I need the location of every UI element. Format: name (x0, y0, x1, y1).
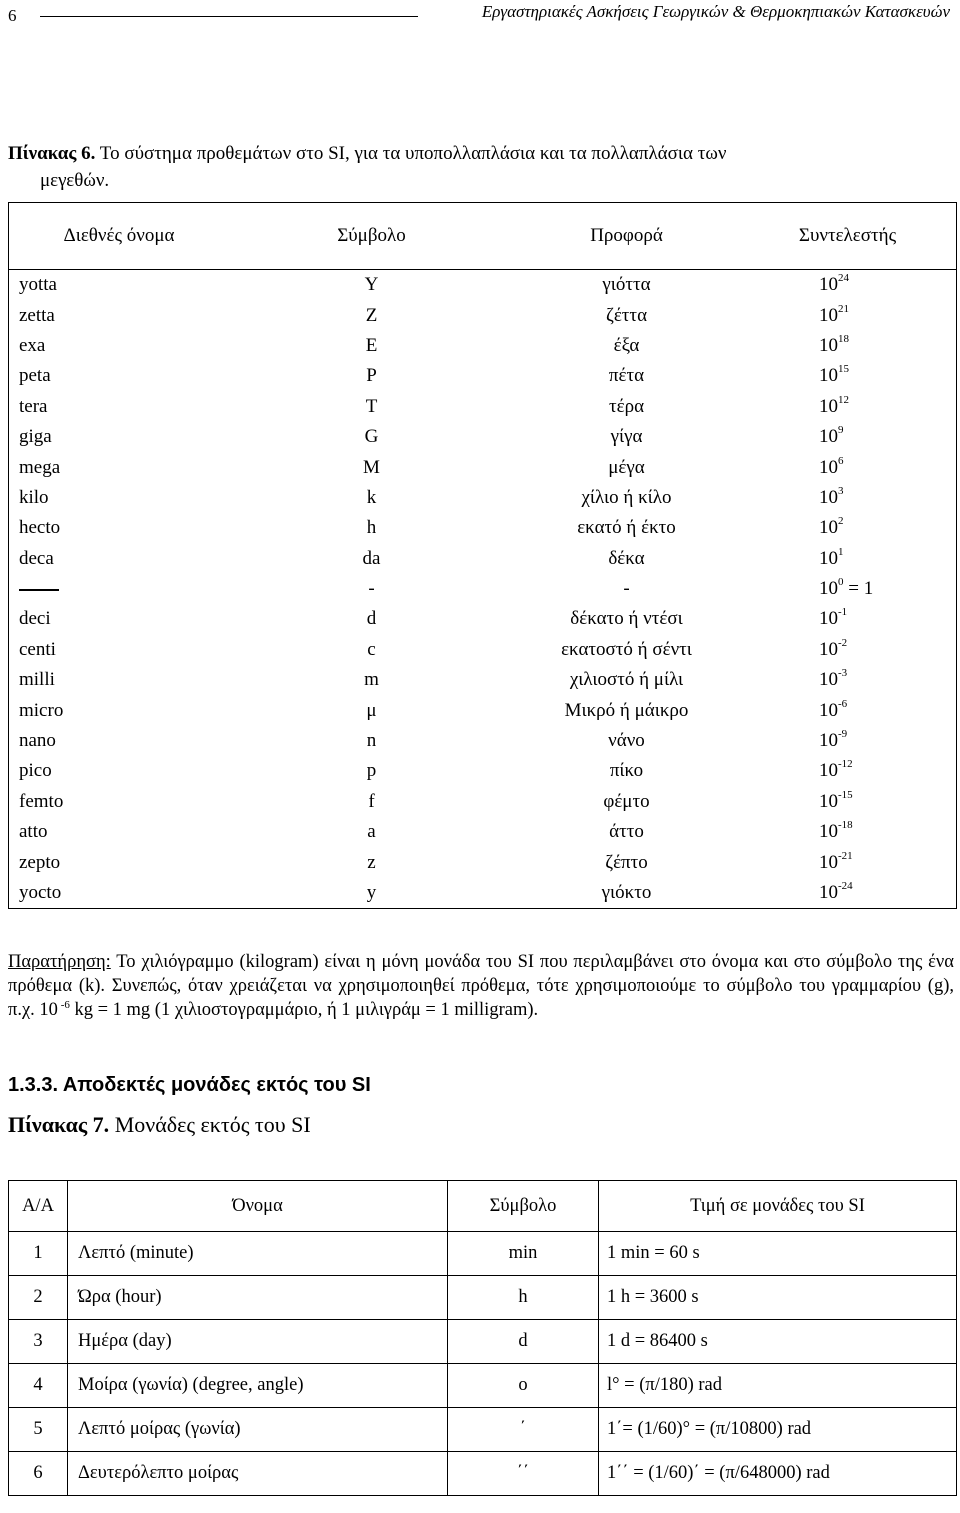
factor-exponent: 18 (838, 332, 849, 345)
prefix-factor (739, 574, 957, 604)
prefix-pronunciation: χιλιοστό ή μίλι (569, 669, 684, 691)
unit-name: Μοίρα (γωνία) (degree, angle) (68, 1364, 448, 1408)
prefix-pronunciation: τέρα (608, 395, 645, 417)
prefix-name: centi (19, 638, 56, 660)
table6-caption-text: Το σύστημα προθεμάτων στο SI, για τα υποπολλαπλάσια και τα πολλαπλάσια των (95, 143, 727, 164)
factor-base: 10 (819, 638, 838, 660)
prefix-factor (739, 756, 957, 786)
table6-caption-continuation: μεγεθών. (40, 170, 110, 191)
prefix-name: pico (19, 760, 52, 782)
unit-index: 6 (9, 1452, 68, 1496)
table-row (9, 1364, 957, 1408)
factor-exponent: 2 (838, 515, 844, 528)
prefix-name: yocto (19, 882, 62, 903)
table-row (9, 1232, 957, 1276)
table-row (9, 331, 957, 361)
table6-caption (8, 140, 938, 194)
prefix-pronunciation: εκατό ή έκτο (577, 517, 676, 539)
prefix-factor (739, 544, 957, 574)
prefix-factor (739, 726, 957, 756)
table-row (9, 695, 957, 725)
factor-base: 10 (819, 608, 838, 630)
factor-base: 10 (819, 821, 838, 843)
si-prefix-table (8, 202, 957, 909)
factor-exponent: -21 (838, 849, 853, 862)
prefix-pronunciation: νάνο (608, 730, 645, 752)
factor-exponent: 9 (838, 424, 844, 437)
prefix-name: femto (19, 790, 64, 812)
prefix-name: deca (19, 547, 54, 569)
prefix-name: zepto (19, 851, 61, 873)
prefix-name (9, 574, 230, 604)
unit-symbol: min (448, 1232, 599, 1276)
table-row (9, 361, 957, 391)
prefix-symbol: a (367, 821, 376, 843)
prefix-factor (739, 361, 957, 391)
unity-dash (19, 589, 59, 591)
prefix-name: tera (19, 395, 48, 417)
prefix-symbol: z (367, 851, 376, 873)
factor-exponent: 21 (838, 302, 849, 315)
prefix-factor (739, 878, 957, 909)
prefix-pronunciation: Μικρό ή μάικρο (564, 699, 689, 721)
prefix-symbol: G (364, 426, 379, 448)
table-row (9, 726, 957, 756)
unit-si-value: 1΄΄ = (1/60)΄ = (π/648000) rad (599, 1452, 957, 1496)
factor-base: 10 (819, 304, 838, 326)
table-row (9, 604, 957, 634)
unit-si-value: l° = (π/180) rad (599, 1364, 957, 1408)
factor-base: 10 (819, 790, 838, 812)
header-symbol: Σύμβολο (229, 203, 514, 270)
prefix-factor (739, 817, 957, 847)
unit-si-value: 1 d = 86400 s (599, 1320, 957, 1364)
section-heading: 1.3.3. Αποδεκτές μονάδες εκτός του SI (8, 1074, 371, 1096)
factor-exponent: -2 (838, 636, 848, 649)
header-international-name: Διεθνές όνομα (9, 203, 230, 270)
note-text-2: kg = 1 mg (1 χιλιοστογραμμάριο, ή 1 μιλιγράμ = 1 milligram). (69, 1000, 539, 1020)
factor-base: 10 (819, 547, 838, 569)
unit-name: Λεπτό (minute) (68, 1232, 448, 1276)
prefix-pronunciation: δέκατο ή ντέσι (570, 608, 683, 630)
prefix-factor (739, 604, 957, 634)
prefix-symbol: P (366, 365, 377, 387)
table-row (9, 878, 957, 909)
units-header-row (9, 1181, 957, 1232)
prefix-pronunciation: γιόκτο (601, 882, 652, 903)
header-index: Α/Α (9, 1181, 68, 1232)
prefix-factor (739, 300, 957, 330)
factor-exponent: -6 (838, 697, 848, 710)
prefix-name: milli (19, 669, 55, 691)
prefix-symbol: da (362, 547, 381, 569)
unit-index: 5 (9, 1408, 68, 1452)
table-row (9, 1276, 957, 1320)
prefix-name: kilo (19, 486, 49, 508)
prefix-pronunciation: χίλιο ή κίλο (581, 486, 672, 508)
prefix-factor (739, 392, 957, 422)
prefix-factor (739, 452, 957, 482)
factor-base: 10 (819, 578, 838, 600)
prefix-symbol: k (366, 486, 377, 508)
prefix-name: micro (19, 699, 64, 721)
table-row (9, 422, 957, 452)
table-row (9, 1320, 957, 1364)
unit-name: Ώρα (hour) (68, 1276, 448, 1320)
factor-base: 10 (819, 395, 838, 417)
prefix-name: atto (19, 821, 48, 843)
factor-base: 10 (819, 517, 838, 539)
factor-base: 10 (819, 365, 838, 387)
prefix-symbol: Y (364, 274, 379, 296)
non-si-units-table (8, 1180, 957, 1496)
header-factor: Συντελεστής (739, 203, 957, 270)
prefix-name: yotta (19, 274, 57, 296)
prefix-factor (739, 635, 957, 665)
prefix-factor (739, 331, 957, 361)
factor-exponent: -24 (838, 880, 853, 892)
table-row (9, 392, 957, 422)
prefix-factor (739, 483, 957, 513)
prefix-name: mega (19, 456, 61, 478)
unit-name: Ημέρα (day) (68, 1320, 448, 1364)
prefix-pronunciation: γίγα (610, 426, 643, 448)
unit-si-value: 1 h = 3600 s (599, 1276, 957, 1320)
prefix-symbol: p (366, 760, 377, 782)
unit-symbol: d (448, 1320, 599, 1364)
unit-symbol: ΄ (448, 1408, 599, 1452)
prefix-symbol: d (366, 608, 377, 630)
factor-base: 10 (819, 882, 838, 903)
prefix-factor (739, 695, 957, 725)
si-prefix-body (9, 270, 957, 909)
running-title: Εργαστηριακές Ασκήσεις Γεωργικών & Θερμοκηπιακών Κατασκευών (481, 2, 950, 21)
note-exponent: -6 (57, 998, 70, 1011)
prefix-pronunciation: ζέττα (605, 304, 648, 326)
factor-exponent: 0 (838, 576, 844, 589)
table-row (9, 787, 957, 817)
prefix-factor (739, 270, 957, 301)
factor-base: 10 (819, 851, 838, 873)
table6-caption-label: Πίνακας 6. (8, 143, 96, 164)
prefix-pronunciation: άττο (609, 821, 644, 843)
prefix-name: deci (19, 608, 51, 630)
table7-caption-label: Πίνακας 7. (8, 1112, 110, 1137)
factor-exponent: -3 (838, 667, 848, 680)
factor-exponent: -9 (838, 728, 848, 741)
table-row (9, 665, 957, 695)
table7-caption (8, 1112, 311, 1138)
unit-index: 1 (9, 1232, 68, 1276)
factor-exponent: -1 (838, 606, 848, 619)
table-row (9, 847, 957, 877)
unit-index: 3 (9, 1320, 68, 1364)
factor-exponent: 1 (838, 545, 844, 558)
prefix-pronunciation: ζέπτο (605, 851, 648, 873)
unit-index: 4 (9, 1364, 68, 1408)
table-row (9, 1408, 957, 1452)
unit-symbol: h (448, 1276, 599, 1320)
prefix-factor (739, 787, 957, 817)
factor-exponent: -18 (838, 819, 853, 832)
prefix-symbol: M (363, 456, 380, 478)
si-prefix-header-row (9, 203, 957, 270)
unit-symbol: o (448, 1364, 599, 1408)
prefix-factor (739, 665, 957, 695)
table-row (9, 513, 957, 543)
prefix-name: exa (19, 334, 46, 356)
table-row (9, 1452, 957, 1496)
prefix-symbol: μ (366, 699, 377, 721)
table-row (9, 300, 957, 330)
table-row (9, 452, 957, 482)
prefix-pronunciation: φέμτο (603, 790, 650, 812)
table-row (9, 270, 957, 301)
prefix-name: hecto (19, 517, 61, 539)
prefix-pronunciation: - (623, 578, 630, 600)
factor-exponent: -15 (838, 788, 853, 801)
prefix-pronunciation: μέγα (608, 456, 645, 478)
prefix-factor (739, 422, 957, 452)
factor-base: 10 (819, 334, 838, 356)
header-pronunciation: Προφορά (514, 203, 739, 270)
prefix-symbol: h (366, 517, 377, 539)
prefix-symbol: y (366, 882, 377, 903)
factor-exponent: 24 (838, 272, 849, 285)
table-row (9, 817, 957, 847)
prefix-pronunciation: γιόττα (602, 274, 651, 296)
table-row (9, 483, 957, 513)
prefix-symbol: Z (365, 304, 378, 326)
prefix-pronunciation: έξα (613, 334, 640, 356)
prefix-pronunciation: πέτα (608, 365, 645, 387)
factor-base: 10 (819, 669, 838, 691)
header-si-value: Τιμή σε μονάδες του SI (599, 1181, 957, 1232)
units-body (9, 1232, 957, 1496)
page-header (0, 0, 960, 40)
prefix-name: peta (19, 365, 51, 387)
factor-base: 10 (819, 426, 838, 448)
kilogram-note (8, 950, 954, 1022)
factor-exponent: -12 (838, 758, 853, 771)
prefix-pronunciation: δέκα (608, 547, 645, 569)
factor-base: 10 (819, 699, 838, 721)
prefix-symbol: f (368, 790, 375, 812)
factor-base: 10 (819, 760, 838, 782)
factor-base: 10 (819, 486, 838, 508)
prefix-name: giga (19, 426, 52, 448)
prefix-pronunciation: εκατοστό ή σέντι (561, 638, 692, 660)
table-row (9, 756, 957, 786)
factor-suffix: = 1 (843, 578, 874, 600)
factor-exponent: 6 (838, 454, 844, 467)
prefix-name: nano (19, 730, 56, 752)
table-row (9, 574, 957, 604)
factor-exponent: 3 (838, 484, 844, 497)
header-unit-symbol: Σύμβολο (448, 1181, 599, 1232)
table-row (9, 635, 957, 665)
prefix-symbol: T (365, 395, 378, 417)
prefix-symbol: E (365, 334, 378, 356)
unit-symbol: ΄΄ (448, 1452, 599, 1496)
unit-name: Λεπτό μοίρας (γωνία) (68, 1408, 448, 1452)
prefix-factor (739, 513, 957, 543)
prefix-symbol: n (366, 730, 377, 752)
factor-exponent: 15 (838, 363, 849, 376)
page-number: 6 (8, 6, 17, 25)
header-name: Όνομα (68, 1181, 448, 1232)
table7-caption-text: Μονάδες εκτός του SI (109, 1112, 311, 1137)
factor-exponent: 12 (838, 393, 849, 406)
header-rule (40, 16, 418, 17)
unit-si-value: 1΄= (1/60)° = (π/10800) rad (599, 1408, 957, 1452)
unit-index: 2 (9, 1276, 68, 1320)
unit-name: Δευτερόλεπτο μοίρας (68, 1452, 448, 1496)
note-label: Παρατήρηση: (8, 952, 111, 972)
note-text-1: Το χιλιόγραμμο (kilogram) είναι η μόνη μονάδα του SI που περιλαμβάνει στο όνομα και στο σύμβολο της ένα πρόθεμα (k). Συνεπώς, όταν χρειάζεται να χρησιμοποιηθεί πρόθεμα, τότε χρησιμοποιούμε το σύμβολο του γραμμαρίου (g), π.χ. 10 (8, 952, 954, 1020)
prefix-symbol: m (364, 669, 379, 691)
prefix-symbol: c (367, 638, 376, 660)
prefix-name: zetta (19, 304, 55, 326)
prefix-factor (739, 847, 957, 877)
factor-base: 10 (819, 274, 838, 296)
factor-base: 10 (819, 456, 838, 478)
factor-base: 10 (819, 730, 838, 752)
table-row (9, 544, 957, 574)
prefix-symbol: - (368, 578, 375, 600)
unit-si-value: 1 min = 60 s (599, 1232, 957, 1276)
prefix-pronunciation: πίκο (609, 760, 644, 782)
